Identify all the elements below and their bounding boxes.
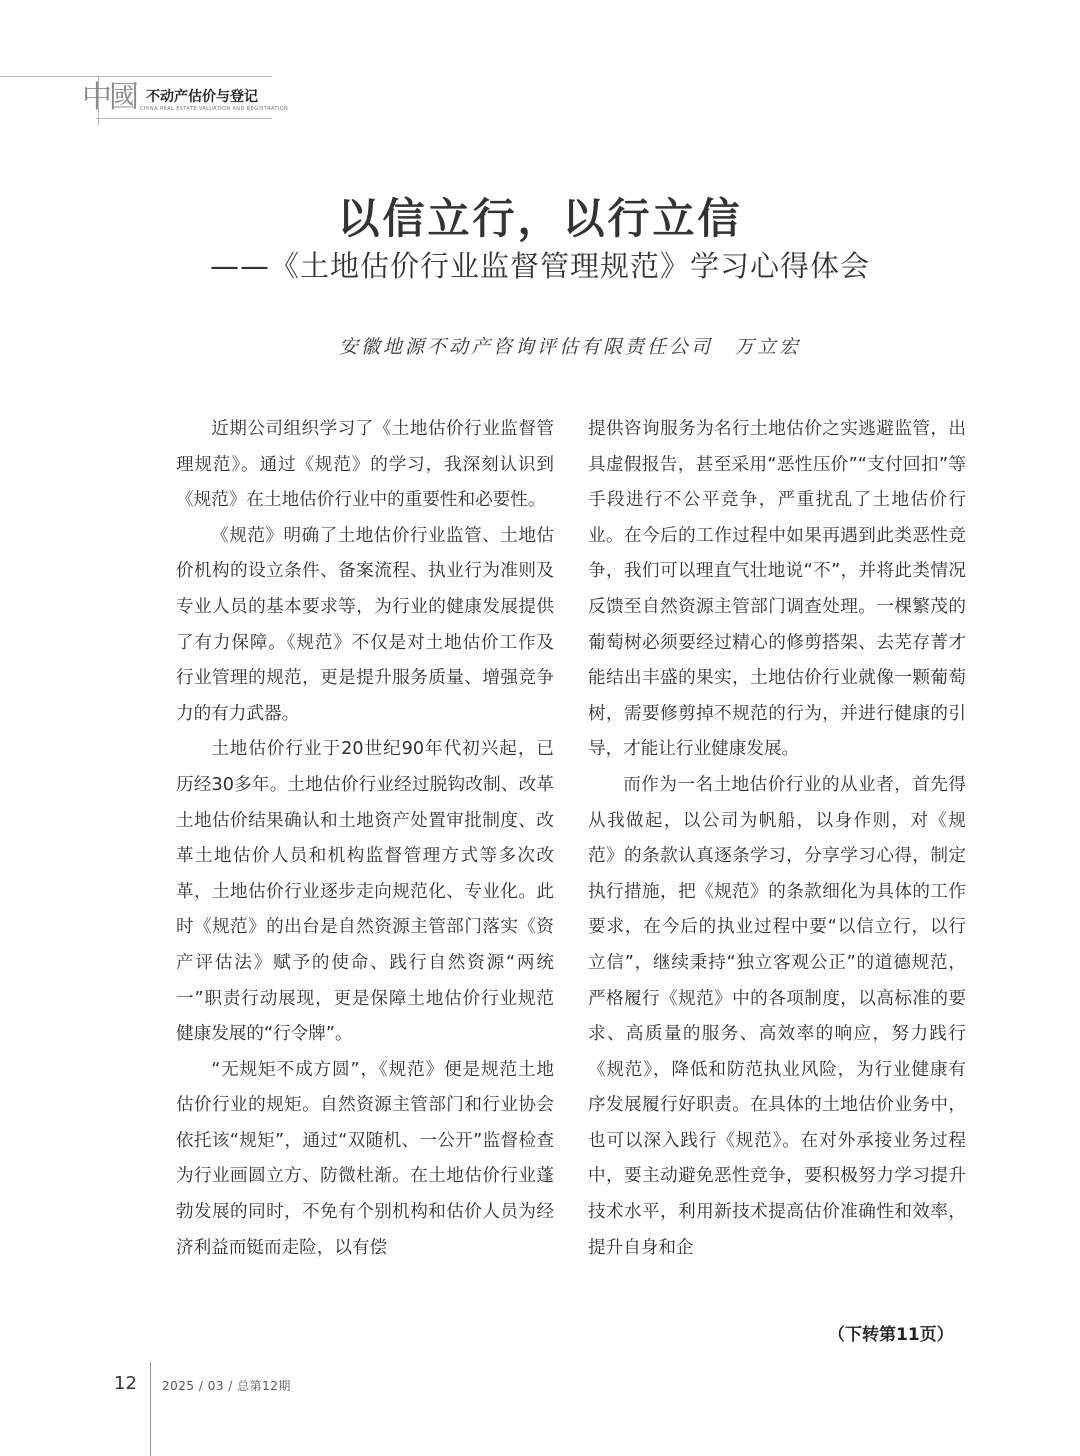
journal-english-title: CHINA REAL ESTATE VALUATION AND REGISTRATION (140, 106, 289, 112)
page-number: 12 (114, 1373, 137, 1394)
paragraph-continued: 提供咨询服务为名行土地估价之实逃避监管，出具虚假报告，甚至采用“恶性压价”“支付回扣”等手段进行不公平竞争，严重扰乱了土地估价行业。在今后的工作过程中如果再遇到此类恶性竞争，我们可以理直气壮地说“不”，并将此类情况反馈至自然资源主管部门调查处理。一棵繁茂的葡萄树必须要经过精心的修剪搭架、去芜存菁才能结出丰盛的果实，土地估价行业就像一颗葡萄树，需要修剪掉不规范的行为，并进行健康的引导，才能让行业健康发展。 (588, 419, 966, 760)
paragraph: 近期公司组织学习了《土地估价行业监督管理规范》。通过《规范》的学习，我深刻认识到《规范》在土地估价行业中的重要性和必要性。 (176, 419, 554, 511)
article-subtitle: ——《土地估价行业监督管理规范》学习心得体会 (209, 249, 870, 283)
right-text-column (588, 412, 966, 1266)
continued-on-page-note: （下转第11页） (828, 1325, 954, 1345)
journal-title: 不动产估价与登记 (146, 89, 258, 105)
article-title: 以信立行，以行立信 (337, 194, 743, 243)
paragraph: 而作为一名土地估价行业的从业者，首先得从我做起，以公司为帆船，以身作则，对《规范》的条款认真逐条学习，分享学习心得，制定执行措施，把《规范》的条款细化为具体的工作要求，在今后的执业过程中要“以信立行，以行立信”，继续秉持“独立客观公正”的道德规范，严格履行《规范》中的各项制度，以高标准的要求、高质量的服务、高效率的响应，努力践行《规范》，降低和防范执业风险，为行业健康有序发展履行好职责。在具体的土地估价业务中，也可以深入践行《规范》。在对外承接业务过程中，要主动避免恶性竞争，要积极努力学习提升技术水平，利用新技术提高估价准确性和效率，提升自身和企 (588, 774, 966, 1258)
journal-header (0, 60, 289, 130)
left-text-column (176, 412, 554, 1266)
header-top-rule (0, 76, 272, 77)
issue-info: 2025 / 03 / 总第12期 (162, 1379, 291, 1393)
article-author: 安徽地源不动产咨询评估有限责任公司 万立宏 (338, 336, 801, 358)
paragraph: 土地估价行业于20世纪90年代初兴起，已历经30多年。土地估价行业经过脱钩改制、改革土地估价结果确认和土地资产处置审批制度、改革土地估价人员和机构监督管理方式等多次改革，土地估价行业逐步走向规范化、专业化。此时《规范》的出台是自然资源主管部门落实《资产评估法》赋予的使命、践行自然资源“两统一”职责行动展现，更是保障土地估价行业规范健康发展的“行令牌”。 (176, 739, 554, 1045)
journal-logo-mark: 中國 (82, 80, 136, 115)
header-bottom-rule (96, 118, 272, 119)
paragraph: “无规矩不成方圆”，《规范》便是规范土地估价行业的规矩。自然资源主管部门和行业协会依托该“规矩”，通过“双随机、一公开”监督检查为行业画圆立方、防微杜渐。在土地估价行业蓬勃发展的同时，不免有个别机构和估价人员为经济利益而铤而走险，以有偿 (176, 1059, 554, 1258)
footer-vertical-rule (150, 1362, 151, 1456)
paragraph: 《规范》明确了土地估价行业监管、土地估价机构的设立条件、备案流程、执业行为准则及专业人员的基本要求等，为行业的健康发展提供了有力保障。《规范》不仅是对土地估价工作及行业管理的规范，更是提升服务质量、增强竞争力的有力武器。 (176, 525, 554, 724)
